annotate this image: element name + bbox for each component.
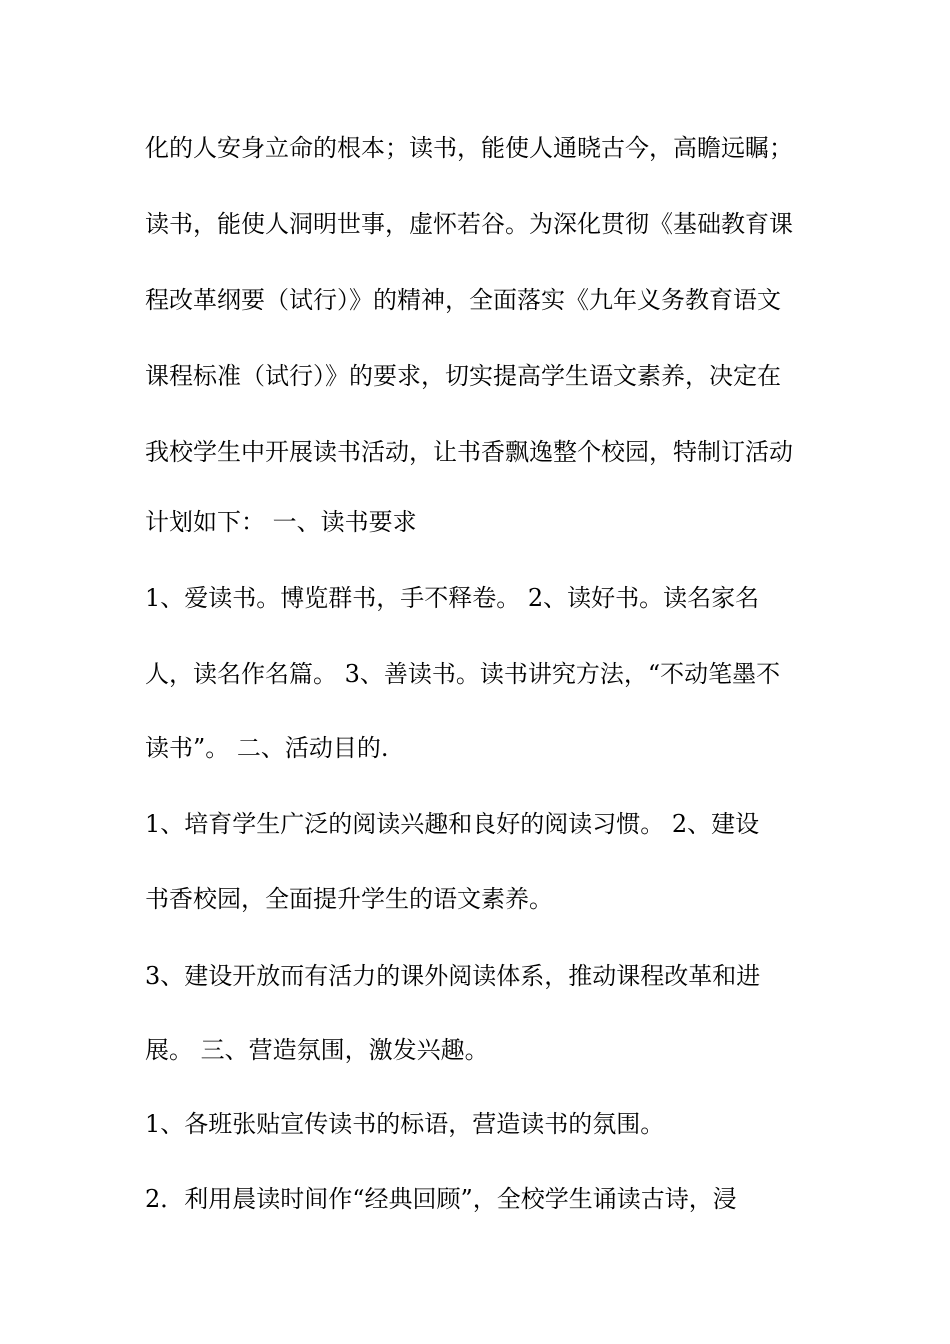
text-line: 课程标准（试行）》的要求，切实提高学生语文素养，决定在	[145, 362, 781, 390]
text-line: 1、各班张贴宣传读书的标语，营造读书的氛围。	[145, 1110, 665, 1138]
text-line: 读书”。 二、活动目的.	[145, 734, 389, 762]
text-line: 展。 三、营造氛围，激发兴趣。	[145, 1036, 489, 1064]
text-line: 人，读名作名篇。 3、善读书。读书讲究方法，“不动笔墨不	[145, 660, 781, 688]
text-line: 3、建设开放而有活力的课外阅读体系，推动课程改革和进	[145, 962, 761, 990]
text-line: 我校学生中开展读书活动，让书香飘逸整个校园，特制订活动	[145, 438, 793, 466]
text-line: 1、爱读书。博览群书，手不释卷。 2、读好书。读名家名	[145, 584, 760, 612]
text-line: 计划如下： 一、读书要求	[145, 508, 417, 536]
text-line: 化的人安身立命的根本；读书，能使人通晓古今，高瞻远瞩；	[145, 134, 793, 162]
text-line: 2．利用晨读时间作“经典回顾”，全校学生诵读古诗，浸	[145, 1185, 737, 1213]
text-line: 读书，能使人洞明世事，虚怀若谷。为深化贯彻《基础教育课	[145, 210, 793, 238]
text-line: 书香校园，全面提升学生的语文素养。	[145, 885, 553, 913]
text-line: 1、培育学生广泛的阅读兴趣和良好的阅读习惯。 2、建设	[145, 810, 760, 838]
text-line: 程改革纲要（试行）》的精神，全面落实《九年义务教育语文	[145, 286, 781, 314]
